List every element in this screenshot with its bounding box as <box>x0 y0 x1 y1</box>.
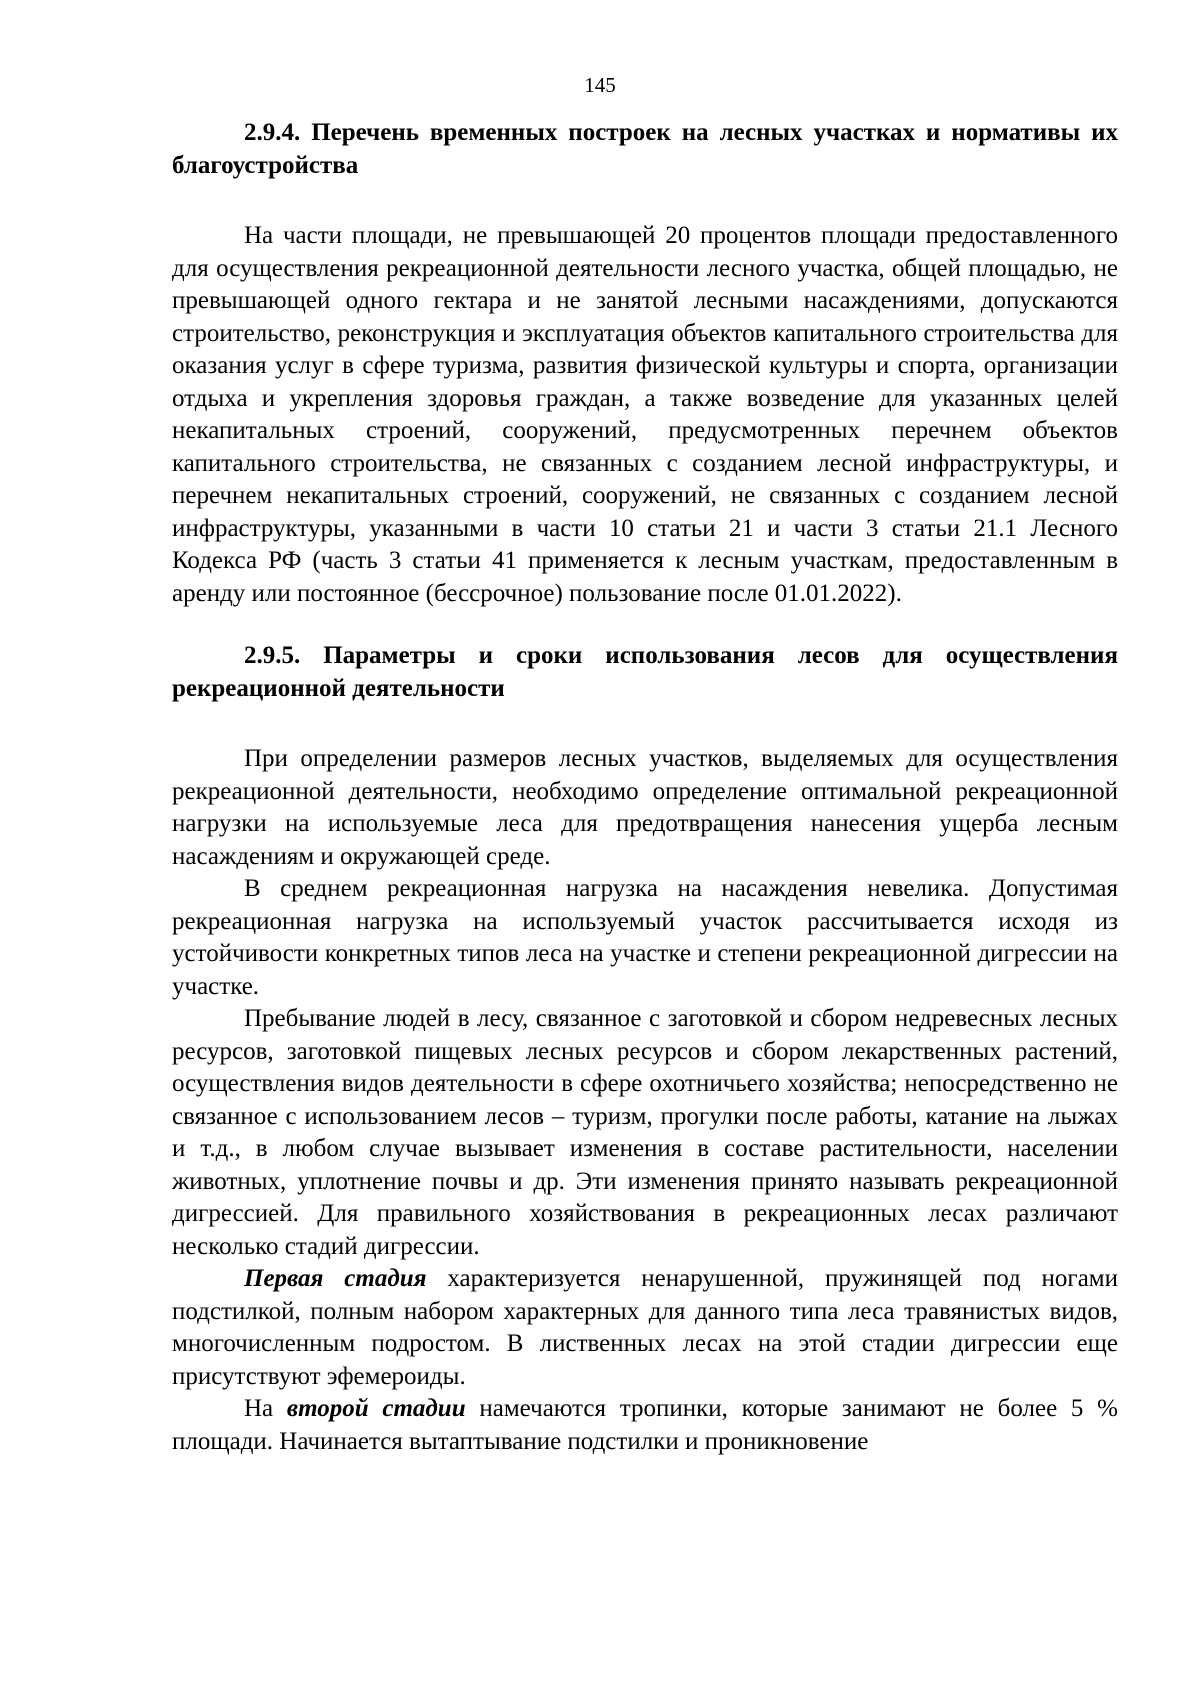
page-number: 145 <box>584 73 616 97</box>
paragraph: В среднем рекреационная нагрузка на насаждения невелика. Допустимая рекреационная нагрузка на используемый участок рассчитывается исходя из устойчивости конкретных типов леса на участке и степени рекреационной дигрессии на участке. <box>172 875 1118 1000</box>
section-heading-2-9-4: 2.9.4. Перечень временных построек на лесных участках и нормативы их благоустройства <box>172 119 1118 179</box>
paragraph-stage-1 <box>172 1263 1118 1393</box>
stage-2-prefix: На <box>244 1395 287 1422</box>
stage-1-text: характеризуется ненарушенной, пружинящей под ногами подстилкой, полным набором характерных для данного типа леса травянистых видов, многочисленным подростом. В лиственных лесах на этой стадии дигрессии еще присутствуют эфемероиды. <box>172 1265 1118 1390</box>
stage-2-text: намечаются тропинки, которые занимают не более 5 % площади. Начинается вытаптывание подстилки и проникновение <box>172 1395 1118 1455</box>
paragraph: Пребывание людей в лесу, связанное с заготовкой и сбором недревесных лесных ресурсов, заготовкой пищевых лесных ресурсов и сбором лекарственных растений, осуществления видов деятельности в сфере охотничьего хозяйства; непосредственно не связанное с использованием лесов – туризм, прогулки после работы, катание на лыжах и т.д., в любом случае вызывает изменения в составе растительности, населении животных, уплотнение почвы и др. Эти изменения принято называть рекреационной дигрессией. Для правильного хозяйствования в рекреационных лесах различают несколько стадий дигрессии. <box>172 1005 1118 1260</box>
stage-2-term: второй стадии <box>286 1395 466 1422</box>
paragraph: При определении размеров лесных участков, выделяемых для осуществления рекреационной деятельности, необходимо определение оптимальной рекреационной нагрузки на используемые леса для предотвращения нанесения ущерба лесным насаждениям и окружающей среде. <box>172 745 1118 870</box>
stage-1-term: Первая стадия <box>244 1265 427 1292</box>
paragraph: На части площади, не превышающей 20 процентов площади предоставленного для осуществления рекреационной деятельности лесного участка, общей площадью, не превышающей одного гектара и не занятой лесными насаждениями, допускаются строительство, реконструкция и эксплуатация объектов капитального строительства для оказания услуг в сфере туризма, развития физической культуры и спорта, организации отдыха и укрепления здоровья граждан, а также возведение для указанных целей некапитальных строений, сооружений, предусмотренных перечнем объектов капитального строительства, не связанных с созданием лесной инфраструктуры, и перечнем некапитальных строений, сооружений, не связанных с созданием лесной инфраструктуры, указанными в части 10 статьи 21 и части 3 статьи 21.1 Лесного Кодекса РФ (часть 3 статьи 41 применяется к лесным участкам, предоставленным в аренду или постоянное (бессрочное) пользование после 01.01.2022). <box>172 222 1118 607</box>
section-heading-2-9-5: 2.9.5. Параметры и сроки использования лесов для осуществления рекреационной деятельности <box>172 642 1118 702</box>
paragraph-stage-2 <box>172 1393 1118 1458</box>
page-content <box>172 117 1118 1458</box>
